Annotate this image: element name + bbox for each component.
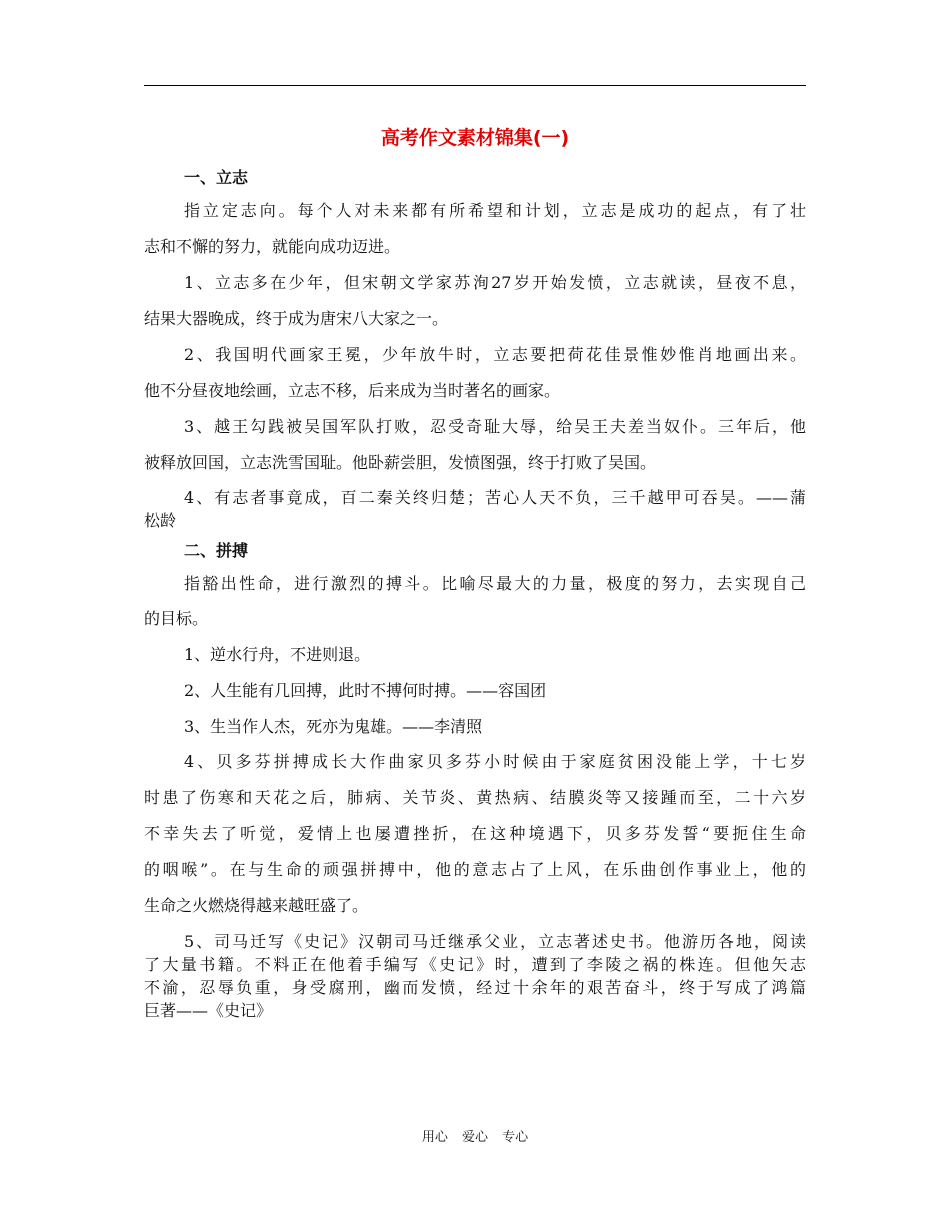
paragraph-line: 1、逆水行舟，不进则退。 [184,645,371,664]
paragraph-line: 3、生当作人杰，死亦为鬼雄。——李清照 [184,717,483,736]
paragraph-line: 1、立志多在少年，但宋朝文学家苏洵27岁开始发愤，立志就读，昼夜不息， [184,273,806,292]
paragraph-line: 5、司马迁写《史记》汉朝司马迁继承父业，立志著述史书。他游历各地，阅读 [184,932,806,951]
paragraph-line: 2、人生能有几回搏，此时不搏何时搏。——容国团 [184,681,547,700]
section-heading-lizhi: 一、立志 [184,168,249,187]
paragraph-line: 志和不懈的努力，就能向成功迈进。 [144,237,401,256]
paragraph-line: 4、贝多芬拼搏成长大作曲家贝多芬小时候由于家庭贫困没能上学，十七岁 [184,752,806,771]
section-heading-pinbo: 二、拼搏 [184,541,249,560]
paragraph-line: 4、有志者事竟成，百二秦关终归楚；苦心人天不负，三千越甲可吞吴。——蒲 [184,488,806,507]
paragraph-line: 2、我国明代画家王冕，少年放牛时，立志要把荷花佳景惟妙惟肖地画出来。 [184,345,806,364]
document-title: 高考作文素材锦集(一) [380,127,570,149]
paragraph-line: 不渝，忍辱负重，身受腐刑，幽而发愤，经过十余年的艰苦奋斗，终于写成了鸿篇 [144,978,806,997]
header-rule [144,85,806,86]
paragraph-line: 的咽喉”。在与生命的顽强拼搏中，他的意志占了上风，在乐曲创作事业上，他的 [144,860,806,879]
paragraph-line: 指立定志向。每个人对未来都有所希望和计划，立志是成功的起点，有了壮 [184,201,806,220]
paragraph-line: 被释放回国，立志洗雪国耻。他卧薪尝胆，发愤图强，终于打败了吴国。 [144,453,657,472]
paragraph-line: 生命之火燃烧得越来越旺盛了。 [144,896,369,915]
page-footer: 用心 爱心 专心 [421,1130,529,1145]
paragraph-line: 结果大器晚成，终于成为唐宋八大家之一。 [144,309,449,328]
paragraph-line: 时患了伤寒和天花之后，肺病、关节炎、黄热病、结膜炎等又接踵而至，二十六岁 [144,788,806,807]
paragraph-line: 的目标。 [144,609,209,628]
paragraph-line: 了大量书籍。不料正在他着手编写《史记》时，遭到了李陵之祸的株连。但他矢志 [144,955,806,974]
paragraph-line: 指豁出性命，进行激烈的搏斗。比喻尽最大的力量，极度的努力，去实现自己 [184,574,806,593]
paragraph-line: 他不分昼夜地绘画，立志不移，后来成为当时著名的画家。 [144,381,561,400]
paragraph-line: 松龄 [144,511,177,530]
paragraph-line: 巨著——《史记》 [144,1001,273,1020]
paragraph-line: 不幸失去了听觉，爱情上也屡遭挫折，在这种境遇下，贝多芬发誓“要扼住生命 [144,824,806,843]
paragraph-line: 3、越王勾践被吴国军队打败，忍受奇耻大辱，给吴王夫差当奴仆。三年后，他 [184,417,806,436]
